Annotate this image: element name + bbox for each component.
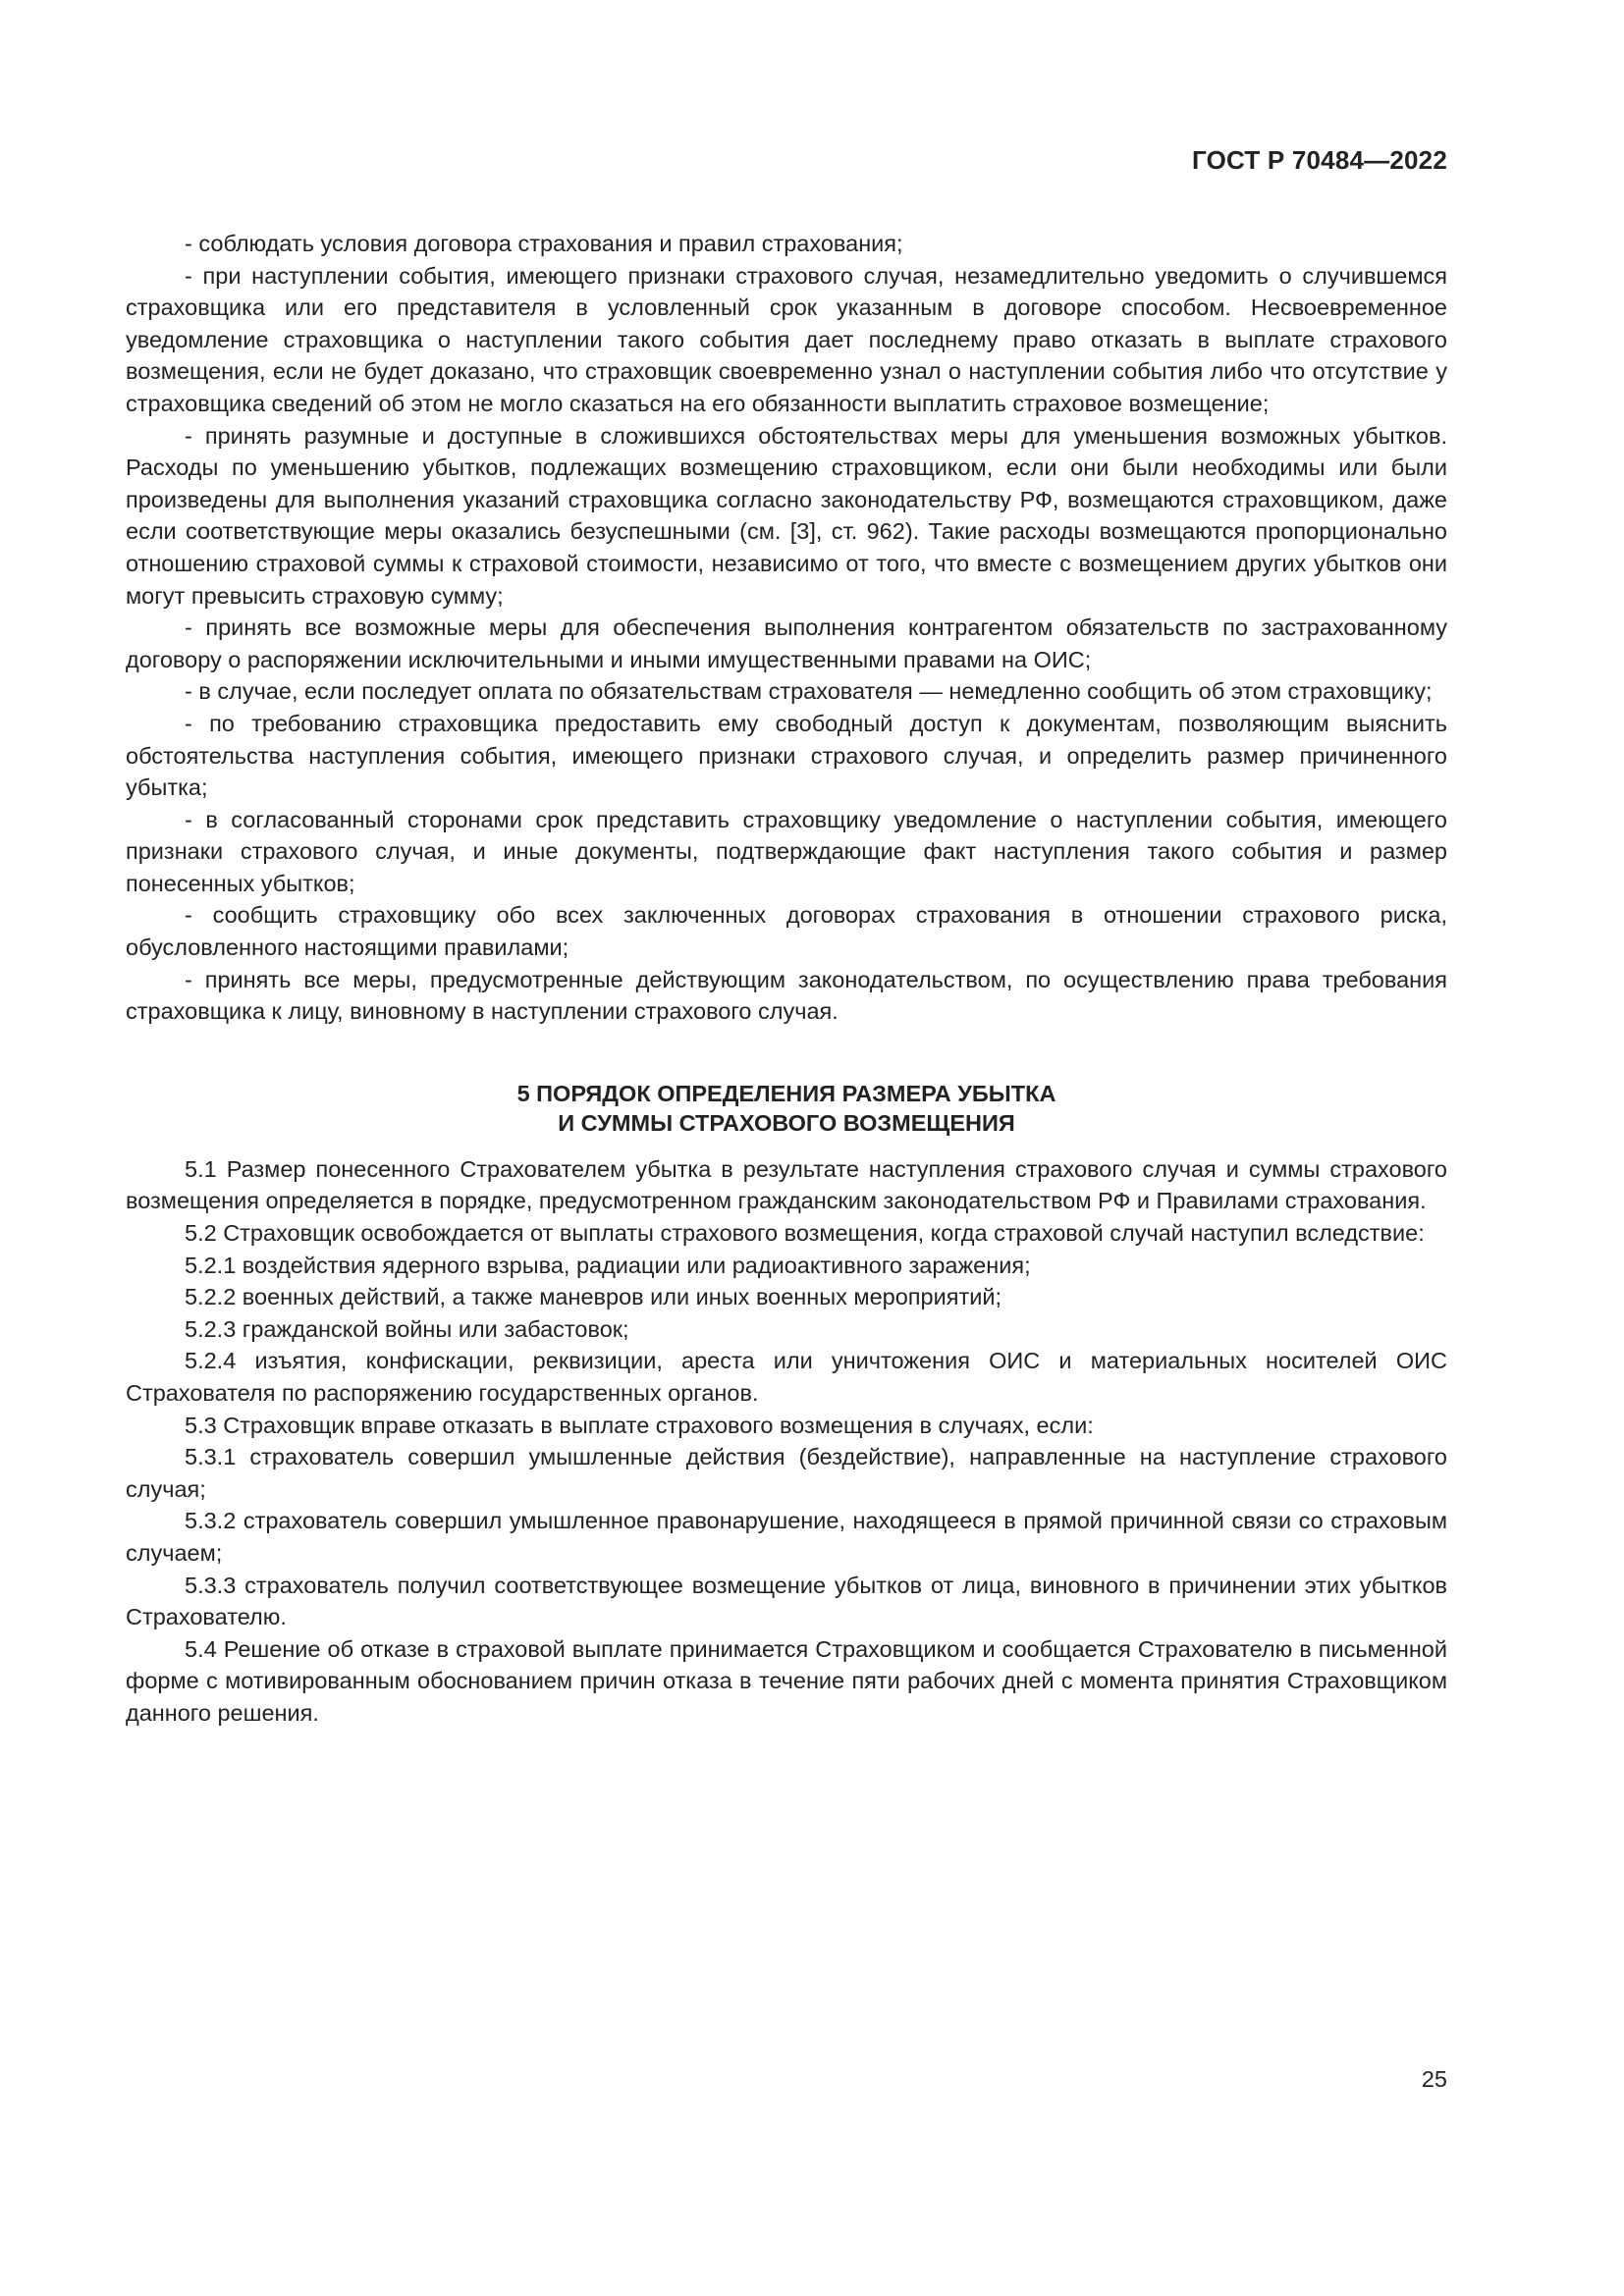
section-title-line-1: 5 ПОРЯДОК ОПРЕДЕЛЕНИЯ РАЗМЕРА УБЫТКА (516, 1080, 1056, 1106)
clause-paragraph: 5.2 Страховщик освобождается от выплаты страхового возмещения, когда страховой случай наступил вследствие: (185, 1220, 1425, 1247)
list-item: - соблюдать условия договора страхования и правил страхования; (185, 231, 903, 256)
clause-paragraph: 5.2.3 гражданской войны или забастовок; (185, 1315, 629, 1342)
clause-paragraph: 5.3 Страховщик вправе отказать в выплате страхового возмещения в случаях, если: (185, 1412, 1094, 1438)
clause-paragraph: 5.3.3 страхователь получил соответствующее возмещение убытков от лица, виновного в причинении этих убытков Страхователю. (126, 1572, 1447, 1630)
clause-paragraph: 5.2.2 военных действий, а также маневров или иных военных мероприятий; (185, 1284, 1001, 1310)
list-item: - принять все возможные меры для обеспечения выполнения контрагентом обязательств по застрахованному договору о распоряжении исключительными и иными имущественными правами на ОИС; (126, 614, 1447, 672)
clause-paragraph: 5.3.2 страхователь совершил умышленное правонарушение, находящееся в прямой причинной связи со страховым случаем; (126, 1508, 1447, 1566)
document-code: ГОСТ Р 70484—2022 (1192, 145, 1447, 175)
document-body (126, 228, 1447, 1730)
list-item: - сообщить страховщику обо всех заключенных договорах страхования в отношении страхового риска, обусловленного настоящими правилами; (126, 902, 1447, 961)
clause-paragraph: 5.1 Размер понесенного Страхователем убытка в результате наступления страхового случая и суммы страхового возмещения определяется в порядке, предусмотренном гражданским законодательством РФ и Правилами страхования. (126, 1155, 1447, 1214)
page-number: 25 (1421, 2066, 1447, 2092)
list-item: - по требованию страховщика предоставить ему свободный доступ к документам, позволяющим выяснить обстоятельства наступления события, имеющего признаки страхового случая, и определить размер причиненного убытка; (126, 710, 1447, 801)
section-heading (126, 1079, 1447, 1138)
list-item: - принять разумные и доступные в сложившихся обстоятельствах меры для уменьшения возможных убытков. Расходы по уменьшению убытков, подлежащих возмещению страховщиком, если они были необходимы или были произведены для выполнения указаний страховщика согласно законодательству РФ, возмещаются страховщиком, даже если соответствующие меры оказались безуспешными (см. [3], ст. 962). Такие расходы возмещаются пропорционально отношению страховой суммы к страховой стоимости, независимо от того, что вместе с возмещением других убытков они могут превысить страховую сумму; (126, 422, 1447, 609)
list-item: - в случае, если последует оплата по обязательствам страхователя — немедленно сообщить об этом страховщику; (185, 678, 1433, 705)
list-item: - при наступлении события, имеющего признаки страхового случая, незамедлительно уведомить о случившемся страховщика или его представителя в условленный срок указанным в договоре способом. Несвоевременное уведомление страховщика о наступлении такого события дает последнему право отказать в выплате страхового возмещения, если не будет доказано, что страховщик своевременно узнал о наступлении события либо что отсутствие у страховщика сведений об этом не могло сказаться на его обязанности выплатить страховое возмещение; (126, 262, 1447, 416)
list-item: - принять все меры, предусмотренные действующим законодательством, по осуществлению права требования страховщика к лицу, виновному в наступлении страхового случая. (126, 966, 1447, 1025)
section-title-line-2: И СУММЫ СТРАХОВОГО ВОЗМЕЩЕНИЯ (558, 1109, 1015, 1136)
clause-paragraph: 5.3.1 страхователь совершил умышленные действия (бездействие), направленные на наступление страхового случая; (126, 1444, 1447, 1502)
clause-paragraph: 5.2.1 воздействия ядерного взрыва, радиации или радиоактивного заражения; (185, 1252, 1031, 1278)
clause-paragraph: 5.4 Решение об отказе в страховой выплате принимается Страховщиком и сообщается Страхователю в письменной форме с мотивированным обоснованием причин отказа в течение пяти рабочих дней с момента принятия Страховщиком данного решения. (126, 1635, 1447, 1726)
list-item: - в согласованный сторонами срок представить страховщику уведомление о наступлении события, имеющего признаки страхового случая, и иные документы, подтверждающие факт наступления такого события и размер понесенных убытков; (126, 806, 1447, 896)
clause-paragraph: 5.2.4 изъятия, конфискации, реквизиции, ареста или уничтожения ОИС и материальных носителей ОИС Страхователя по распоряжению государственных органов. (126, 1348, 1447, 1406)
